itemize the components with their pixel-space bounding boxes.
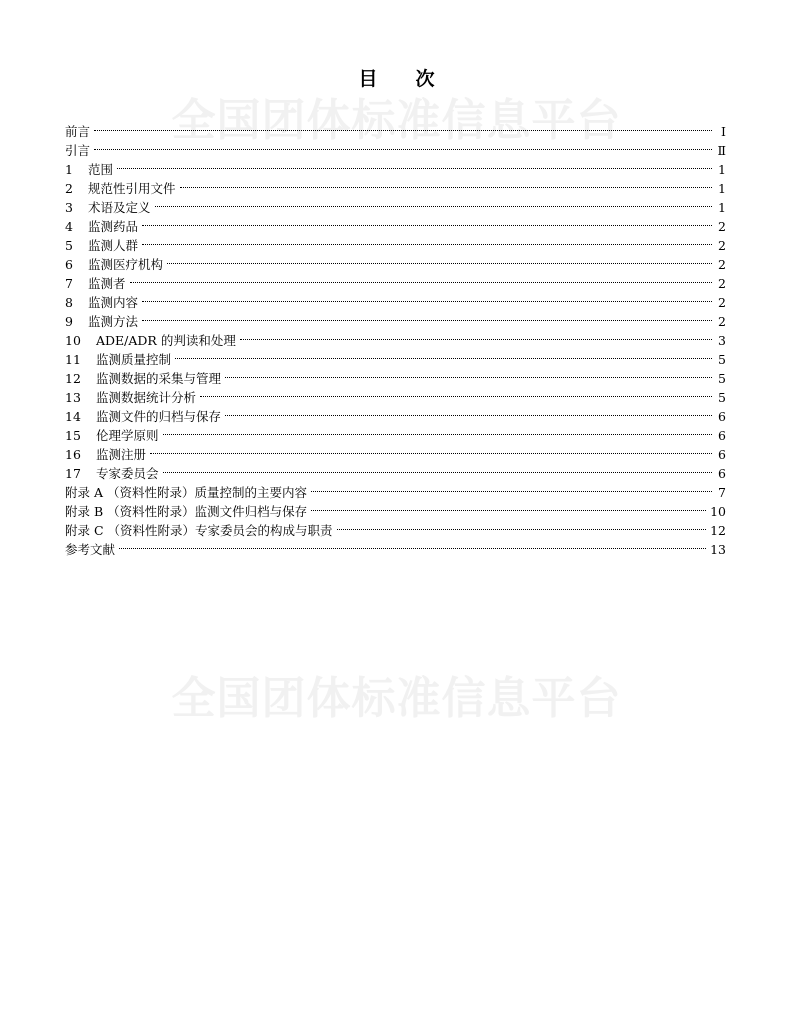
toc-entry-label: 监测数据的采集与管理 [96, 371, 222, 386]
toc-leader-dots [94, 117, 712, 136]
toc-entry-label: 监测者 [88, 276, 126, 291]
toc-entry-page: 5 [718, 352, 726, 367]
toc-entry-label: 附录 B （资料性附录）监测文件归档与保存 [65, 504, 308, 519]
toc-entry-label: 监测质量控制 [96, 352, 172, 367]
toc-entry-page: 1 [718, 200, 726, 215]
toc-entry-page: Ⅰ [721, 124, 726, 139]
toc-leader-dots [142, 212, 712, 231]
toc-entry-label: 监测人群 [88, 238, 139, 253]
toc-entry-page: 2 [718, 257, 726, 272]
toc-entry-8[interactable] [65, 288, 726, 310]
toc-entry-label: 监测注册 [96, 447, 147, 462]
toc-entry-number: 13 [65, 390, 81, 405]
toc-leader-dots [130, 269, 712, 288]
toc-entry-number: 11 [65, 352, 81, 367]
toc-entry-5[interactable] [65, 231, 726, 253]
toc-entry-number: 3 [65, 200, 73, 215]
toc-entry-number: 8 [65, 295, 73, 310]
toc-entry-number: 12 [65, 371, 81, 386]
toc-entry-15[interactable] [65, 421, 726, 443]
toc-entry-number: 1 [65, 162, 73, 177]
toc-leader-dots [180, 174, 712, 193]
toc-leader-dots [163, 421, 712, 440]
toc-entry-label: 监测方法 [88, 314, 139, 329]
toc-leader-dots [311, 497, 706, 516]
toc-entry-number: 2 [65, 181, 73, 196]
toc-entry-references[interactable] [65, 535, 726, 557]
toc-entry-number: 9 [65, 314, 73, 329]
toc-entry-page: 2 [718, 219, 726, 234]
toc-entry-page: 6 [718, 466, 726, 481]
toc-entry-page: 13 [710, 542, 726, 557]
toc-entry-3[interactable] [65, 193, 726, 215]
toc-entry-label: 监测文件的归档与保存 [96, 409, 222, 424]
toc-leader-dots [175, 345, 712, 364]
toc-entry-label: 术语及定义 [88, 200, 151, 215]
toc-entry-page: 10 [710, 504, 726, 519]
toc-entry-9[interactable] [65, 307, 726, 329]
toc-entry-number: 6 [65, 257, 73, 272]
toc-entry-number: 14 [65, 409, 81, 424]
toc-entry-10[interactable] [65, 326, 726, 348]
toc-leader-dots [163, 459, 712, 478]
toc-entry-6[interactable] [65, 250, 726, 272]
toc-leader-dots [167, 250, 712, 269]
toc-entry-label: 参考文献 [65, 542, 116, 557]
toc-entry-page: 3 [718, 333, 726, 348]
toc-entry-label: 范围 [88, 162, 114, 177]
toc-entry-page: 5 [718, 390, 726, 405]
toc-entry-label: 规范性引用文件 [88, 181, 176, 196]
table-of-contents [65, 117, 726, 557]
toc-entry-page: 2 [718, 295, 726, 310]
toc-entry-label: 监测药品 [88, 219, 139, 234]
toc-entry-label: 引言 [65, 143, 91, 158]
toc-entry-label: 附录 C （资料性附录）专家委员会的构成与职责 [65, 523, 333, 538]
toc-leader-dots [142, 288, 712, 307]
toc-entry-number: 7 [65, 276, 73, 291]
toc-leader-dots [142, 231, 712, 250]
toc-entry-number: 10 [65, 333, 81, 348]
toc-entry-page: 5 [718, 371, 726, 386]
toc-leader-dots [337, 516, 707, 535]
toc-entry-appendix-a[interactable] [65, 478, 726, 500]
toc-leader-dots [311, 478, 712, 497]
toc-entry-page: 7 [718, 485, 726, 500]
toc-entry-label: 专家委员会 [96, 466, 159, 481]
toc-entry-page: 2 [718, 276, 726, 291]
toc-leader-dots [225, 364, 712, 383]
toc-entry-16[interactable] [65, 440, 726, 462]
toc-leader-dots [119, 535, 706, 554]
toc-entry-2[interactable] [65, 174, 726, 196]
toc-entry-label: 监测内容 [88, 295, 139, 310]
toc-entry-label: 伦理学原则 [96, 428, 159, 443]
toc-entry-label: 前言 [65, 124, 91, 139]
toc-entry-1[interactable] [65, 155, 726, 177]
toc-leader-dots [94, 136, 712, 155]
toc-leader-dots [200, 383, 712, 402]
toc-entry-page: 6 [718, 409, 726, 424]
toc-entry-number: 16 [65, 447, 81, 462]
toc-entry-number: 5 [65, 238, 73, 253]
toc-leader-dots [117, 155, 712, 174]
toc-entry-page: 1 [718, 181, 726, 196]
toc-entry-label: 监测医疗机构 [88, 257, 164, 272]
toc-entry-page: 6 [718, 447, 726, 462]
toc-entry-page: 6 [718, 428, 726, 443]
toc-entry-17[interactable] [65, 459, 726, 481]
toc-entry-foreword[interactable] [65, 117, 726, 139]
toc-entry-label: 监测数据统计分析 [96, 390, 197, 405]
toc-entry-page: Ⅱ [717, 143, 726, 158]
toc-entry-7[interactable] [65, 269, 726, 291]
toc-entry-number: 15 [65, 428, 81, 443]
watermark-bottom: 全国团体标准信息平台 [171, 673, 622, 724]
toc-entry-page: 1 [718, 162, 726, 177]
toc-entry-number: 4 [65, 219, 73, 234]
toc-entry-introduction[interactable] [65, 136, 726, 158]
toc-entry-page: 2 [718, 238, 726, 253]
toc-entry-page: 2 [718, 314, 726, 329]
page-title: 目 次 [358, 68, 435, 90]
toc-entry-label: 附录 A （资料性附录）质量控制的主要内容 [65, 485, 307, 500]
watermark-top: 全国团体标准信息平台 [171, 95, 622, 146]
toc-entry-number: 17 [65, 466, 81, 481]
toc-leader-dots [142, 307, 712, 326]
toc-leader-dots [150, 440, 712, 459]
toc-entry-page: 12 [710, 523, 726, 538]
toc-leader-dots [155, 193, 712, 212]
toc-entry-4[interactable] [65, 212, 726, 234]
toc-leader-dots [225, 402, 712, 421]
toc-entry-label: ADE/ADR 的判读和处理 [96, 333, 236, 348]
toc-leader-dots [240, 326, 712, 345]
